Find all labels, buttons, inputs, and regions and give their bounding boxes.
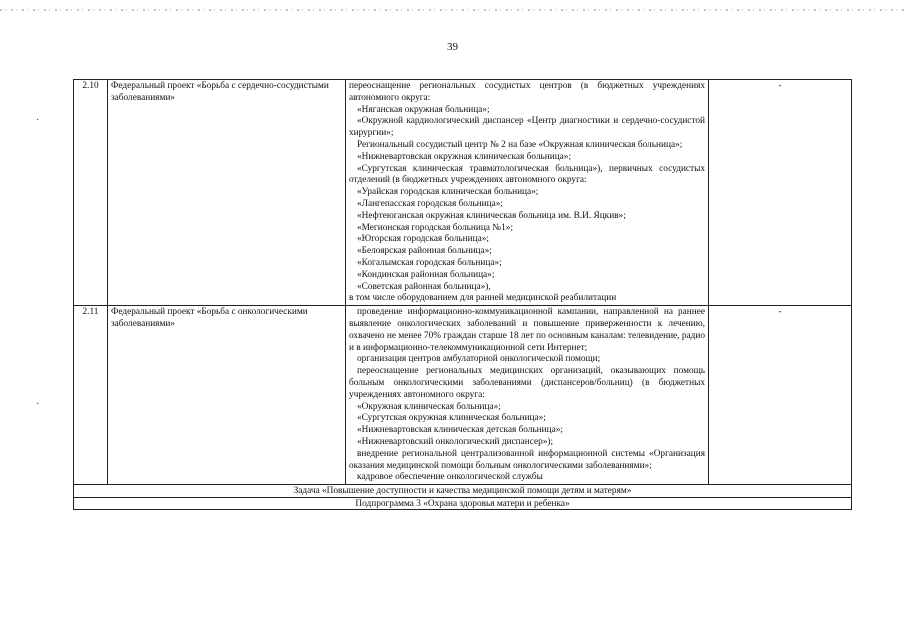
description-line: в том числе оборудованием для ранней медицинской реабилитации (349, 293, 617, 304)
program-table (73, 79, 852, 510)
description-line: «Сургутская окружная клиническая больница»; (357, 413, 546, 424)
description-line: «Кондинская районная больница»; (357, 269, 495, 280)
task-heading-row (74, 485, 852, 498)
description-line: «Нефтеюганская окружная клиническая больница им. В.И. Яцкив»; (357, 210, 626, 221)
project-name: Федеральный проект «Борьба с сердечно-сосудистыми заболеваниями» (108, 80, 346, 306)
project-description (346, 306, 709, 485)
result-cell: - (709, 80, 852, 306)
task-heading: Задача «Повышение доступности и качества медицинской помощи детям и матерям» (74, 485, 852, 498)
description-line: «Нижневартовская клиническая детская больница»; (357, 425, 563, 436)
row-number: 2.11 (74, 306, 108, 485)
result-cell: - (709, 306, 852, 485)
description-line: «Югорская городская больница»; (357, 234, 489, 245)
subprogram-heading: Подпрограмма 3 «Охрана здоровья матери и ребенка» (74, 497, 852, 510)
description-line: «Сургутская клиническая травматологическая больница»), первичных сосудистых отделений (в бюджетных учреждениях автономного округа: (349, 163, 705, 186)
description-line: Региональный сосудистый центр № 2 на базе «Окружная клиническая больница»; (357, 139, 683, 150)
page-number: 39 (447, 41, 458, 53)
scan-edge-artifact (0, 9, 905, 11)
margin-dot: · (36, 115, 40, 126)
description-line: «Когалымская городская больница»; (357, 257, 502, 268)
description-line: «Урайская городская клиническая больница»; (357, 187, 539, 198)
table-row (74, 80, 852, 306)
project-name: Федеральный проект «Борьба с онкологическими заболеваниями» (108, 306, 346, 485)
description-line: кадровое обеспечение онкологической службы (357, 472, 543, 483)
description-line: организация центров амбулаторной онкологической помощи; (357, 354, 601, 365)
row-number: 2.10 (74, 80, 108, 306)
description-line: внедрение региональной централизованной информационной системы «Организация оказания медицинской помощи больным онкологическими заболеваниями»; (349, 448, 705, 471)
description-line: «Лангепасская городская больница»; (357, 198, 503, 209)
subprogram-heading-row (74, 497, 852, 510)
description-line: «Окружная клиническая больница»; (357, 401, 501, 412)
description-line: «Белоярская районная больница»; (357, 246, 492, 257)
description-line: переоснащение региональных сосудистых центров (в бюджетных учреждениях автономного округа: (349, 81, 705, 103)
description-line: переоснащение региональных медицинских организаций, оказывающих помощь больным онкологическими заболеваниями (диспансеров/больниц) (в бюджетных учреждениях автономного округа: (349, 366, 705, 400)
description-line: «Нижневартовская окружная клиническая больница»; (357, 151, 572, 162)
description-line: проведение информационно-коммуникационной кампании, направленной на раннее выявление онкологических заболеваний и повышение приверженности к лечению, охвачено не менее 70% граждан старше 18 лет по основным каналам: телевидение, радио и в информационно-телекоммуникационной сети Интернет; (349, 307, 705, 353)
description-line: «Мегионская городская больница №1»; (357, 222, 514, 233)
table-row (74, 306, 852, 485)
description-line: «Окружной кардиологический диспансер «Центр диагностики и сердечно-сосудистой хирургии»; (349, 116, 705, 139)
description-line: «Няганская окружная больница»; (357, 104, 490, 115)
description-line: «Нижневартовский онкологический диспансер»); (357, 436, 554, 447)
project-description (346, 80, 709, 306)
description-line: «Советская районная больница»), (357, 281, 491, 292)
margin-dot: · (36, 399, 40, 410)
